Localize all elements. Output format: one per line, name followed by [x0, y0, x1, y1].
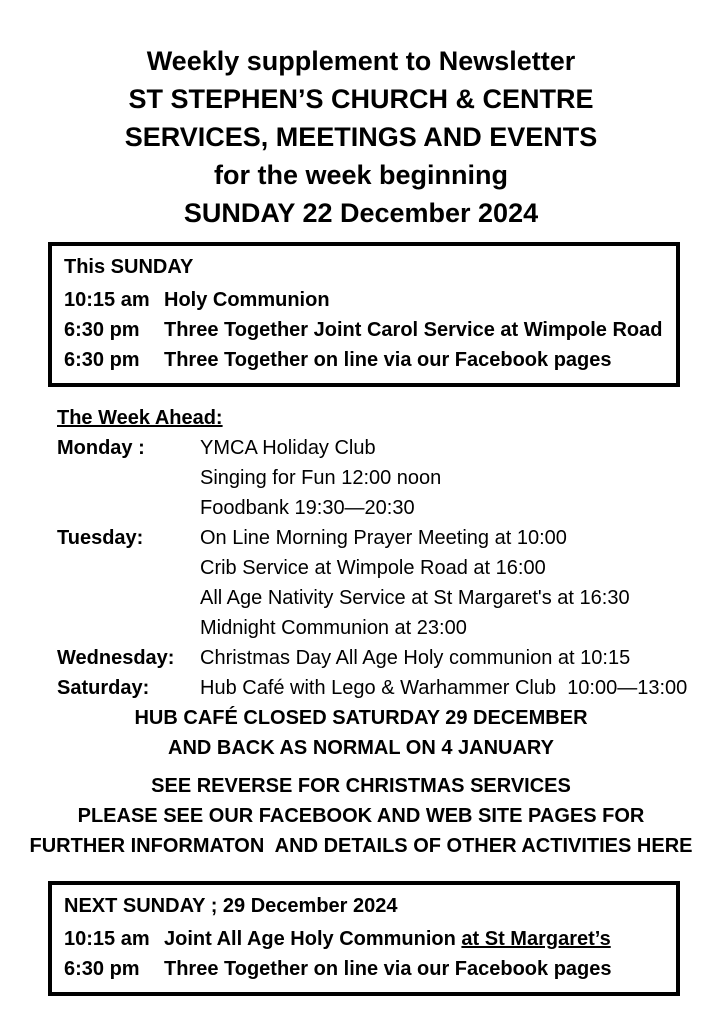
week-day-label: Tuesday:: [57, 527, 144, 549]
week-event-description: On Line Morning Prayer Meeting at 10:00: [200, 527, 567, 549]
event-description-text: Three Together on line via our Facebook pages: [164, 958, 612, 980]
week-event-description: Midnight Communion at 23:00: [200, 617, 467, 639]
event-time: 6:30 pm: [64, 319, 140, 341]
facebook-website-notice: PLEASE SEE OUR FACEBOOK AND WEB SITE PAGES FOR: [77, 805, 645, 827]
week-event-description: Crib Service at Wimpole Road at 16:00: [200, 557, 546, 579]
event-time: 10:15 am: [64, 928, 150, 950]
event-row: [64, 285, 664, 315]
header-line-supplement: Weekly supplement to Newsletter: [146, 46, 576, 76]
header-line-services: SERVICES, MEETINGS AND EVENTS: [124, 122, 598, 152]
event-time: 6:30 pm: [64, 349, 140, 371]
header-line-date: SUNDAY 22 December 2024: [183, 198, 539, 228]
week-event-description: YMCA Holiday Club: [200, 437, 376, 459]
week-day-label: [57, 493, 200, 523]
event-description-text: Joint All Age Holy Communion: [164, 928, 462, 950]
week-row: [57, 613, 688, 643]
this-sunday-box: [48, 242, 680, 387]
week-row: [57, 493, 688, 523]
further-information-notice: FURTHER INFORMATON AND DETAILS OF OTHER ACTIVITIES HERE: [29, 835, 693, 857]
hub-cafe-closed-notice: HUB CAFÉ CLOSED SATURDAY 29 DECEMBER: [134, 707, 588, 729]
event-row: [64, 315, 664, 345]
week-row-saturday: [57, 673, 688, 703]
week-row: [57, 553, 688, 583]
newsletter-header: [0, 0, 722, 232]
week-event-description: Singing for Fun 12:00 noon: [200, 467, 442, 489]
week-day-label: [57, 583, 200, 613]
event-description: Three Together Joint Carol Service at Wimpole Road: [164, 319, 663, 341]
event-description: Holy Communion: [164, 289, 330, 311]
event-description: [164, 924, 611, 954]
notices-section: [0, 703, 722, 861]
week-day-label: Monday :: [57, 437, 145, 459]
event-location-underlined: at St Margaret’s: [461, 928, 611, 950]
week-row-wednesday: [57, 643, 688, 673]
header-line-week-beginning: for the week beginning: [213, 160, 509, 190]
hub-cafe-reopen-notice: AND BACK AS NORMAL ON 4 JANUARY: [168, 737, 554, 759]
notice-spacer: [0, 763, 722, 771]
event-row: [64, 954, 664, 984]
event-row: [64, 924, 664, 954]
week-ahead-heading: The Week Ahead:: [57, 407, 223, 429]
week-row-tuesday: [57, 523, 688, 553]
week-day-label: [57, 613, 200, 643]
event-description: [164, 954, 612, 984]
event-time: 6:30 pm: [64, 958, 140, 980]
header-line-church-name: ST STEPHEN’S CHURCH & CENTRE: [128, 84, 594, 114]
week-event-description: Foodbank 19:30—20:30: [200, 497, 415, 519]
week-ahead-section: [57, 403, 688, 703]
next-sunday-title: NEXT SUNDAY ; 29 December 2024: [64, 895, 398, 917]
week-row-monday: [57, 433, 688, 463]
week-day-label: Saturday:: [57, 677, 150, 699]
week-row: [57, 583, 688, 613]
event-description: Three Together on line via our Facebook pages: [164, 349, 612, 371]
see-reverse-notice: SEE REVERSE FOR CHRISTMAS SERVICES: [151, 775, 571, 797]
week-row: [57, 463, 688, 493]
week-day-label: Wednesday:: [57, 647, 175, 669]
week-event-description: Hub Café with Lego & Warhammer Club 10:00—13:00: [200, 677, 688, 699]
week-event-description: All Age Nativity Service at St Margaret's at 16:30: [200, 587, 630, 609]
next-sunday-box: [48, 881, 680, 996]
week-event-description: Christmas Day All Age Holy communion at 10:15: [200, 647, 631, 669]
event-row: [64, 345, 664, 375]
week-day-label: [57, 553, 200, 583]
this-sunday-title: This SUNDAY: [64, 256, 194, 278]
week-day-label: [57, 463, 200, 493]
event-time: 10:15 am: [64, 289, 150, 311]
